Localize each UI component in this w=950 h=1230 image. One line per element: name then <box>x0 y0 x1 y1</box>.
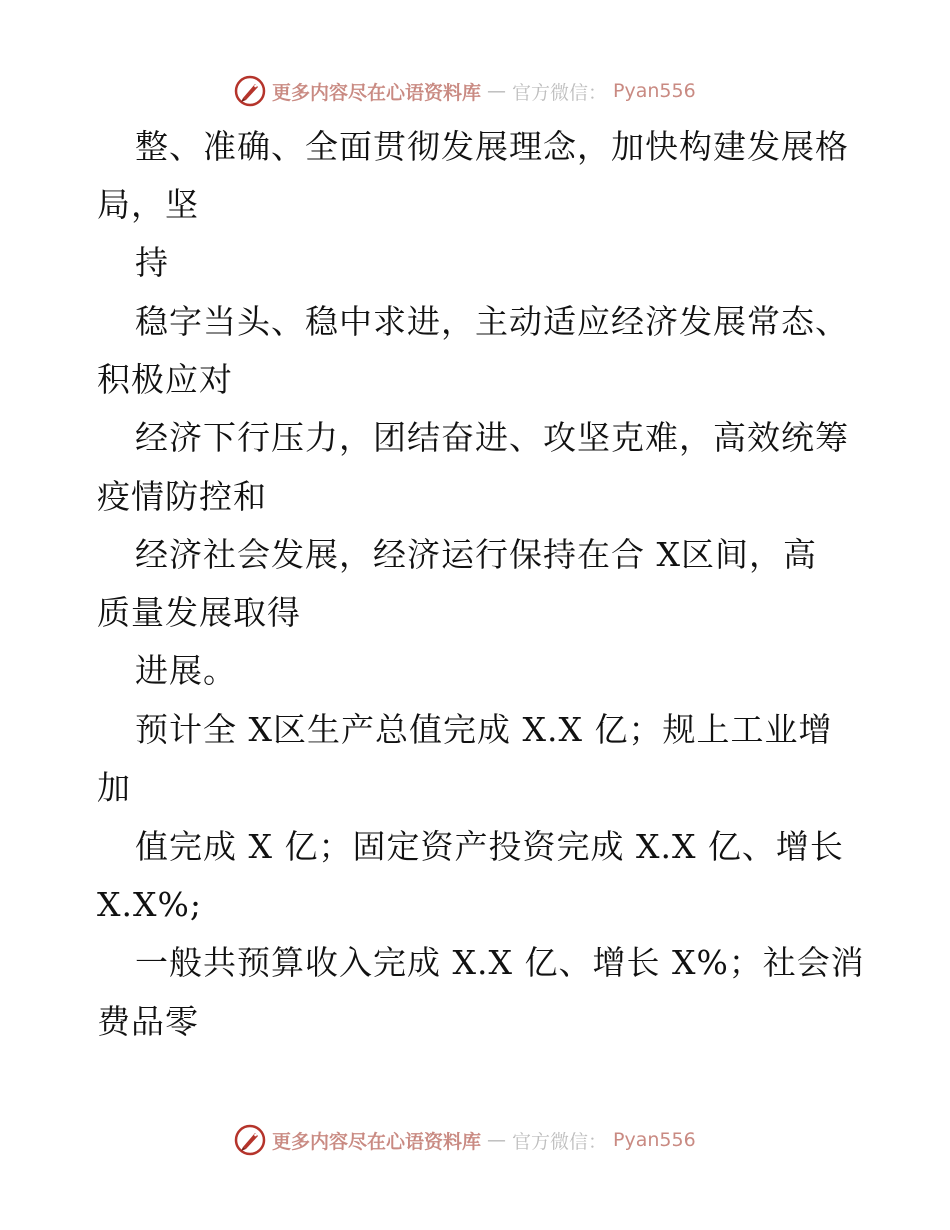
body-line: 进展。 <box>135 651 237 690</box>
body-line: 疫情防控和 <box>97 477 267 516</box>
banner-dash: — <box>487 80 507 102</box>
brand-text: 更多内容尽在心语资料库 <box>272 1130 482 1153</box>
wechat-id: Pyan556 <box>613 1129 696 1151</box>
brand-text: 更多内容尽在心语资料库 <box>272 81 482 104</box>
body-line: 积极应对 <box>97 360 233 399</box>
wechat-id: Pyan556 <box>613 80 696 102</box>
body-line: 值完成 X 亿；固定资产投资完成 X.X 亿、增长 <box>135 827 844 866</box>
body-line: 费品零 <box>97 1002 199 1041</box>
wechat-label: 官方微信： <box>512 1130 608 1153</box>
body-line: 经济社会发展，经济运行保持在合 X区间，高 <box>135 535 817 574</box>
banner-dash: — <box>487 1129 507 1151</box>
body-line: 质量发展取得 <box>97 593 301 632</box>
body-line: 稳字当头、稳中求进，主动适应经济发展常态、 <box>135 302 849 341</box>
body-line: X.X%; <box>97 885 202 924</box>
body-line: 局，坚 <box>97 185 199 224</box>
body-line: 加 <box>97 768 131 807</box>
pen-logo-icon <box>234 75 266 107</box>
body-line: 预计全 X区生产总值完成 X.X 亿；规上工业增 <box>135 710 833 749</box>
wechat-label: 官方微信： <box>512 81 608 104</box>
pen-logo-icon <box>234 1124 266 1156</box>
header-banner <box>234 74 696 108</box>
body-line: 持 <box>135 243 169 282</box>
body-line: 经济下行压力，团结奋进、攻坚克难，高效统筹 <box>135 418 849 457</box>
footer-banner <box>234 1123 696 1157</box>
body-line: 一般共预算收入完成 X.X 亿、增长 X%；社会消 <box>135 943 865 982</box>
body-line: 整、准确、全面贯彻发展理念，加快构建发展格 <box>135 127 849 166</box>
